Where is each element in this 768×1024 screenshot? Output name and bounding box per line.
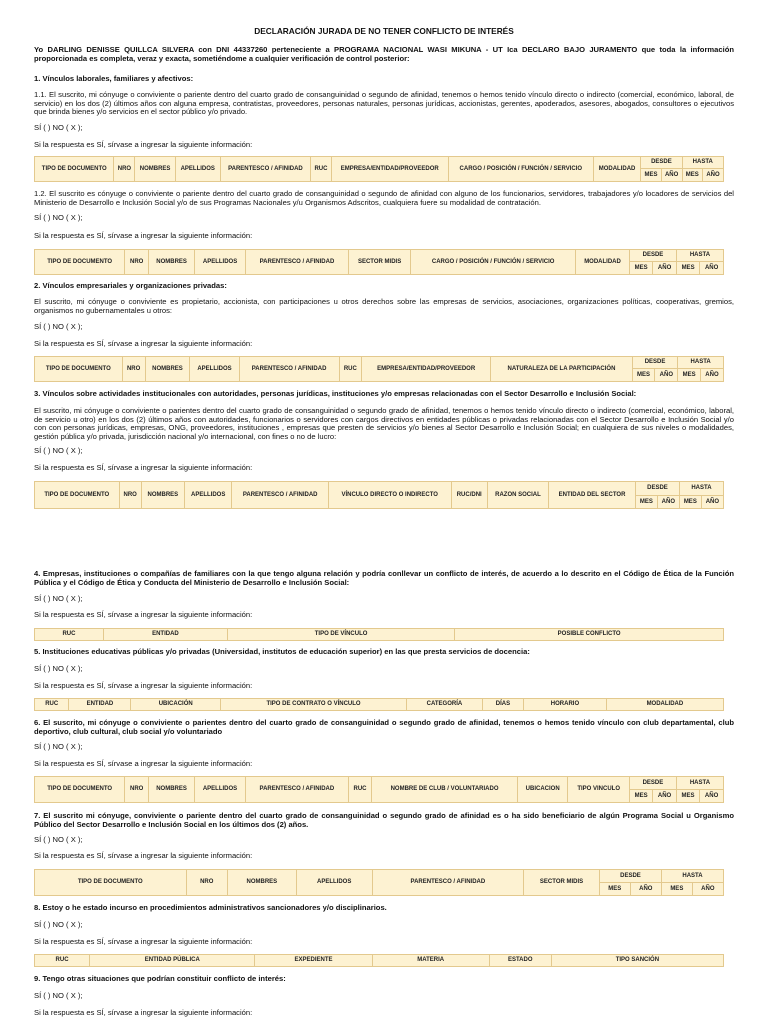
year-header: AÑO — [700, 369, 723, 382]
column-header: APELLIDOS — [296, 870, 372, 896]
column-header: RUC — [35, 629, 104, 641]
if-yes-note-4: Si la respuesta es SÍ, sírvase a ingresar la siguiente información: — [34, 610, 253, 619]
column-header: PARENTESCO / AFINIDAD — [232, 482, 328, 509]
month-header: MES — [661, 883, 692, 896]
yes-no-8: SÍ ( ) NO ( X ); — [34, 920, 83, 929]
column-header: MATERIA — [372, 955, 489, 967]
column-header: RUC/DNI — [451, 482, 487, 509]
desde-header: DESDE — [629, 777, 676, 790]
section-3-text: El suscrito, mi cónyuge o conviviente o parientes dentro del cuarto grado de consanguinidad o segundo grado de afinidad, tenemos o hemos tenido vínculo directo o indirecto (comercial, económico, laboral, de servicio u otro) en los dos (2) últimos años con autoridades, funcionarios o servidores con cargos directivos en entidades públicas o privadas relacionadas con el Sector Desarrollo e Inclusión Social y/o con con personas jurídicas, empresas, ONG, proveedores, instituciones , empresas que presten de servicios y/o bienes al Sector Desarrollo e Inclusión Social; en cualquiera de sus niveles o modalidades, gestión pública y/o privada, jurisdicción nacional y/o internacional, con fines o no de lucro: — [34, 406, 734, 441]
if-yes-note-6: Si la respuesta es SÍ, sírvase a ingresar la siguiente información: — [34, 759, 253, 768]
if-yes-note-9: Si la respuesta es SÍ, sírvase a ingresar la siguiente información: — [34, 1008, 253, 1017]
desde-header: DESDE — [635, 482, 679, 496]
column-header: NOMBRE DE CLUB / VOLUNTARIADO — [372, 777, 518, 803]
if-yes-note-8: Si la respuesta es SÍ, sírvase a ingresar la siguiente información: — [34, 937, 253, 946]
hasta-header: HASTA — [676, 250, 723, 262]
yes-no-7: SÍ ( ) NO ( X ); — [34, 835, 83, 844]
column-header: RUC — [35, 955, 90, 967]
section-9-heading: 9. Tengo otras situaciones que podrían constituir conflicto de interés: — [34, 974, 286, 983]
yes-no-4: SÍ ( ) NO ( X ); — [34, 594, 83, 603]
month-header: MES — [641, 169, 661, 182]
column-header: POSIBLE CONFLICTO — [455, 629, 724, 641]
year-header: AÑO — [701, 496, 723, 509]
column-header: TIPO SANCIÓN — [551, 955, 723, 967]
column-header: APELLIDOS — [190, 357, 239, 382]
desde-header: DESDE — [641, 157, 682, 169]
column-header: NRO — [125, 250, 149, 275]
column-header: NOMBRES — [227, 870, 296, 896]
if-yes-note-3: Si la respuesta es SÍ, sírvase a ingresar la siguiente información: — [34, 463, 253, 472]
column-header: UBICACIÓN — [131, 699, 221, 711]
column-header: EMPRESA/ENTIDAD/PROVEEDOR — [331, 157, 448, 182]
column-header: NRO — [114, 157, 135, 182]
intro-paragraph: Yo DARLING DENISSE QUILLCA SILVERA con DNI 44337260 perteneciente a PROGRAMA NACIONAL WASI MIKUNA - UT Ica DECLARO BAJO JURAMENTO que toda la información proporcionada es completa, veraz y exacta, sometiéndome a cualquier verificación de control posterior: — [34, 45, 734, 63]
table-1-1 — [34, 156, 724, 182]
if-yes-note-7: Si la respuesta es SÍ, sírvase a ingresar la siguiente información: — [34, 851, 253, 860]
hasta-header: HASTA — [679, 482, 723, 496]
column-header: UBICACION — [517, 777, 567, 803]
column-header: RAZON SOCIAL — [487, 482, 548, 509]
column-header: NRO — [186, 870, 227, 896]
section-1-1-text: 1.1. El suscrito, mi cónyuge o conviviente o pariente dentro del cuarto grado de consanguinidad o segundo de afinidad, tenemos o hemos tenido vínculo directo o indirecto (comercial, económico, laboral, de servicio) en los dos (2) últimos años con alguna empresa, contratistas, proveedores, personas naturales, personas jurídicas, accionistas, gerentes, apoderados, asesores, abogados, consultores o ejecutivos que brinda bienes y/o servicios en el sector público y/o privado. — [34, 90, 734, 117]
section-3-heading: 3. Vínculos sobre actividades institucionales con autoridades, personas jurídicas, instituciones y/o empresas relacionadas con el Sector Desarrollo e Inclusión Social: — [34, 389, 637, 398]
year-header: AÑO — [653, 262, 677, 275]
year-header: AÑO — [661, 169, 682, 182]
year-header: AÑO — [655, 369, 678, 382]
column-header: NOMBRES — [149, 250, 195, 275]
column-header: MODALIDAD — [576, 250, 630, 275]
column-header: PARENTESCO / AFINIDAD — [372, 870, 524, 896]
column-header: ENTIDAD — [103, 629, 227, 641]
month-header: MES — [629, 790, 652, 803]
table-5 — [34, 698, 724, 711]
year-header: AÑO — [700, 262, 724, 275]
section-6-heading: 6. El suscrito, mi cónyuge o conviviente o parientes dentro del cuarto grado de consanguinidad o segundo grado de afinidad, tenemos o hemos tenido vínculo con club departamental, club deportivo, club cultural, club social y/o voluntariado — [34, 718, 734, 736]
section-2-text: El suscrito, mi cónyuge o conviviente es propietario, accionista, con participaciones u otros derechos sobre las empresas de servicios, asociaciones, organizaciones políticas, cooperativas, gremios, organismos no gubernamentales u otros: — [34, 297, 734, 315]
month-header: MES — [629, 262, 652, 275]
table-8 — [34, 954, 724, 967]
column-header: CARGO / POSICIÓN / FUNCIÓN / SERVICIO — [448, 157, 593, 182]
desde-header: DESDE — [599, 870, 661, 883]
column-header: HORARIO — [524, 699, 607, 711]
yes-no-9: SÍ ( ) NO ( X ); — [34, 991, 83, 1000]
month-header: MES — [599, 883, 630, 896]
column-header: TIPO DE VÍNCULO — [227, 629, 454, 641]
column-header: RUC — [348, 777, 371, 803]
month-header: MES — [635, 496, 657, 509]
hasta-header: HASTA — [678, 357, 724, 369]
year-header: AÑO — [657, 496, 679, 509]
column-header: ENTIDAD — [69, 699, 131, 711]
if-yes-note-5: Si la respuesta es SÍ, sírvase a ingresar la siguiente información: — [34, 681, 253, 690]
yes-no-6: SÍ ( ) NO ( X ); — [34, 742, 83, 751]
column-header: ENTIDAD PÚBLICA — [90, 955, 255, 967]
column-header: NOMBRES — [141, 482, 184, 509]
if-yes-note-2: Si la respuesta es SÍ, sírvase a ingresar la siguiente información: — [34, 339, 253, 348]
month-header: MES — [679, 496, 701, 509]
hasta-header: HASTA — [661, 870, 723, 883]
column-header: NOMBRES — [135, 157, 176, 182]
column-header: ESTADO — [489, 955, 551, 967]
column-header: MODALIDAD — [606, 699, 723, 711]
yes-no-1-2: SÍ ( ) NO ( X ); — [34, 213, 83, 222]
column-header: TIPO DE DOCUMENTO — [35, 357, 123, 382]
column-header: TIPO DE DOCUMENTO — [35, 482, 120, 509]
column-header: DÍAS — [482, 699, 523, 711]
hasta-header: HASTA — [682, 157, 723, 169]
section-2-heading: 2. Vínculos empresariales y organizaciones privadas: — [34, 281, 227, 290]
column-header: RUC — [311, 157, 331, 182]
column-header: CARGO / POSICIÓN / FUNCIÓN / SERVICIO — [411, 250, 576, 275]
column-header: APELLIDOS — [184, 482, 232, 509]
table-1-2 — [34, 249, 724, 275]
column-header: APELLIDOS — [195, 777, 246, 803]
desde-header: DESDE — [629, 250, 676, 262]
column-header: TIPO DE DOCUMENTO — [35, 777, 125, 803]
column-header: SECTOR MIDIS — [524, 870, 600, 896]
table-4 — [34, 628, 724, 641]
month-header: MES — [632, 369, 655, 382]
section-4-heading: 4. Empresas, instituciones o compañías de familiares con la que tengo alguna relación y podría conllevar un conflicto de interés, de acuerdo a lo descrito en el Código de Ética de la Función Pública y el Código de Ética y Conducta del Ministerio de Desarrollo e Inclusión Social: — [34, 569, 734, 587]
section-7-heading: 7. El suscrito mi cónyuge, conviviente o pariente dentro del cuarto grado de consanguinidad o segundo grado de afinidad es o ha sido beneficiario de algún Programa Social u Organismo Público del Sector Desarrollo e Inclusión Social en los últimos dos (2) años. — [34, 811, 734, 829]
section-8-heading: 8. Estoy o he estado incurso en procedimientos administrativos sancionadores y/o disciplinarios. — [34, 903, 387, 912]
section-5-heading: 5. Instituciones educativas públicas y/o privadas (Universidad, institutos de educación superior) en las que presta servicios de docencia: — [34, 647, 530, 656]
column-header: NRO — [122, 357, 145, 382]
column-header: NRO — [119, 482, 141, 509]
month-header: MES — [676, 262, 699, 275]
table-6 — [34, 776, 724, 803]
column-header: PARENTESCO / AFINIDAD — [220, 157, 311, 182]
column-header: TIPO VINCULO — [568, 777, 630, 803]
if-yes-note-1-2: Si la respuesta es SÍ, sírvase a ingresar la siguiente información: — [34, 231, 253, 240]
column-header: TIPO DE DOCUMENTO — [35, 157, 114, 182]
section-1-2-text: 1.2. El suscrito es cónyuge o conviviente o pariente dentro del cuarto grado de consanguinidad o segundo de afinidad con alguno de los funcionarios, servidores, trabajadores y/o locadores de servicios del Ministerio de Desarrollo e Inclusión Social y/o de sus Programas Nacionales y/u Organismos Adscritos, cualquiera fuere su modalidad de contratación. — [34, 189, 734, 207]
year-header: AÑO — [653, 790, 677, 803]
column-header: NRO — [125, 777, 149, 803]
month-header: MES — [676, 790, 699, 803]
column-header: NATURALEZA DE LA PARTICIPACIÓN — [491, 357, 633, 382]
column-header: TIPO DE DOCUMENTO — [35, 870, 187, 896]
table-7 — [34, 869, 724, 896]
column-header: NOMBRES — [149, 777, 195, 803]
yes-no-2: SÍ ( ) NO ( X ); — [34, 322, 83, 331]
column-header: EMPRESA/ENTIDAD/PROVEEDOR — [362, 357, 491, 382]
column-header: MODALIDAD — [593, 157, 640, 182]
month-header: MES — [682, 169, 702, 182]
column-header: SECTOR MIDIS — [348, 250, 410, 275]
column-header: NOMBRES — [145, 357, 190, 382]
year-header: AÑO — [700, 790, 724, 803]
table-3 — [34, 481, 724, 509]
column-header: RUC — [35, 699, 69, 711]
column-header: PARENTESCO / AFINIDAD — [245, 250, 348, 275]
month-header: MES — [678, 369, 701, 382]
column-header: EXPEDIENTE — [255, 955, 372, 967]
desde-header: DESDE — [632, 357, 678, 369]
column-header: TIPO DE DOCUMENTO — [35, 250, 125, 275]
document-title: DECLARACIÓN JURADA DE NO TENER CONFLICTO DE INTERÉS — [254, 26, 514, 36]
column-header: APELLIDOS — [195, 250, 246, 275]
column-header: CATEGORÍA — [407, 699, 483, 711]
column-header: PARENTESCO / AFINIDAD — [239, 357, 339, 382]
year-header: AÑO — [630, 883, 661, 896]
section-1-heading: 1. Vínculos laborales, familiares y afectivos: — [34, 74, 194, 83]
column-header: ENTIDAD DEL SECTOR — [549, 482, 636, 509]
column-header: PARENTESCO / AFINIDAD — [245, 777, 348, 803]
column-header: RUC — [339, 357, 362, 382]
table-2 — [34, 356, 724, 382]
if-yes-note-1-1: Si la respuesta es SÍ, sírvase a ingresar la siguiente información: — [34, 140, 253, 149]
column-header: APELLIDOS — [175, 157, 220, 182]
column-header: TIPO DE CONTRATO O VÍNCULO — [221, 699, 407, 711]
year-header: AÑO — [692, 883, 723, 896]
yes-no-1-1: SÍ ( ) NO ( X ); — [34, 123, 83, 132]
hasta-header: HASTA — [676, 777, 723, 790]
column-header: VÍNCULO DIRECTO O INDIRECTO — [328, 482, 451, 509]
year-header: AÑO — [703, 169, 724, 182]
yes-no-3: SÍ ( ) NO ( X ); — [34, 446, 83, 455]
yes-no-5: SÍ ( ) NO ( X ); — [34, 664, 83, 673]
